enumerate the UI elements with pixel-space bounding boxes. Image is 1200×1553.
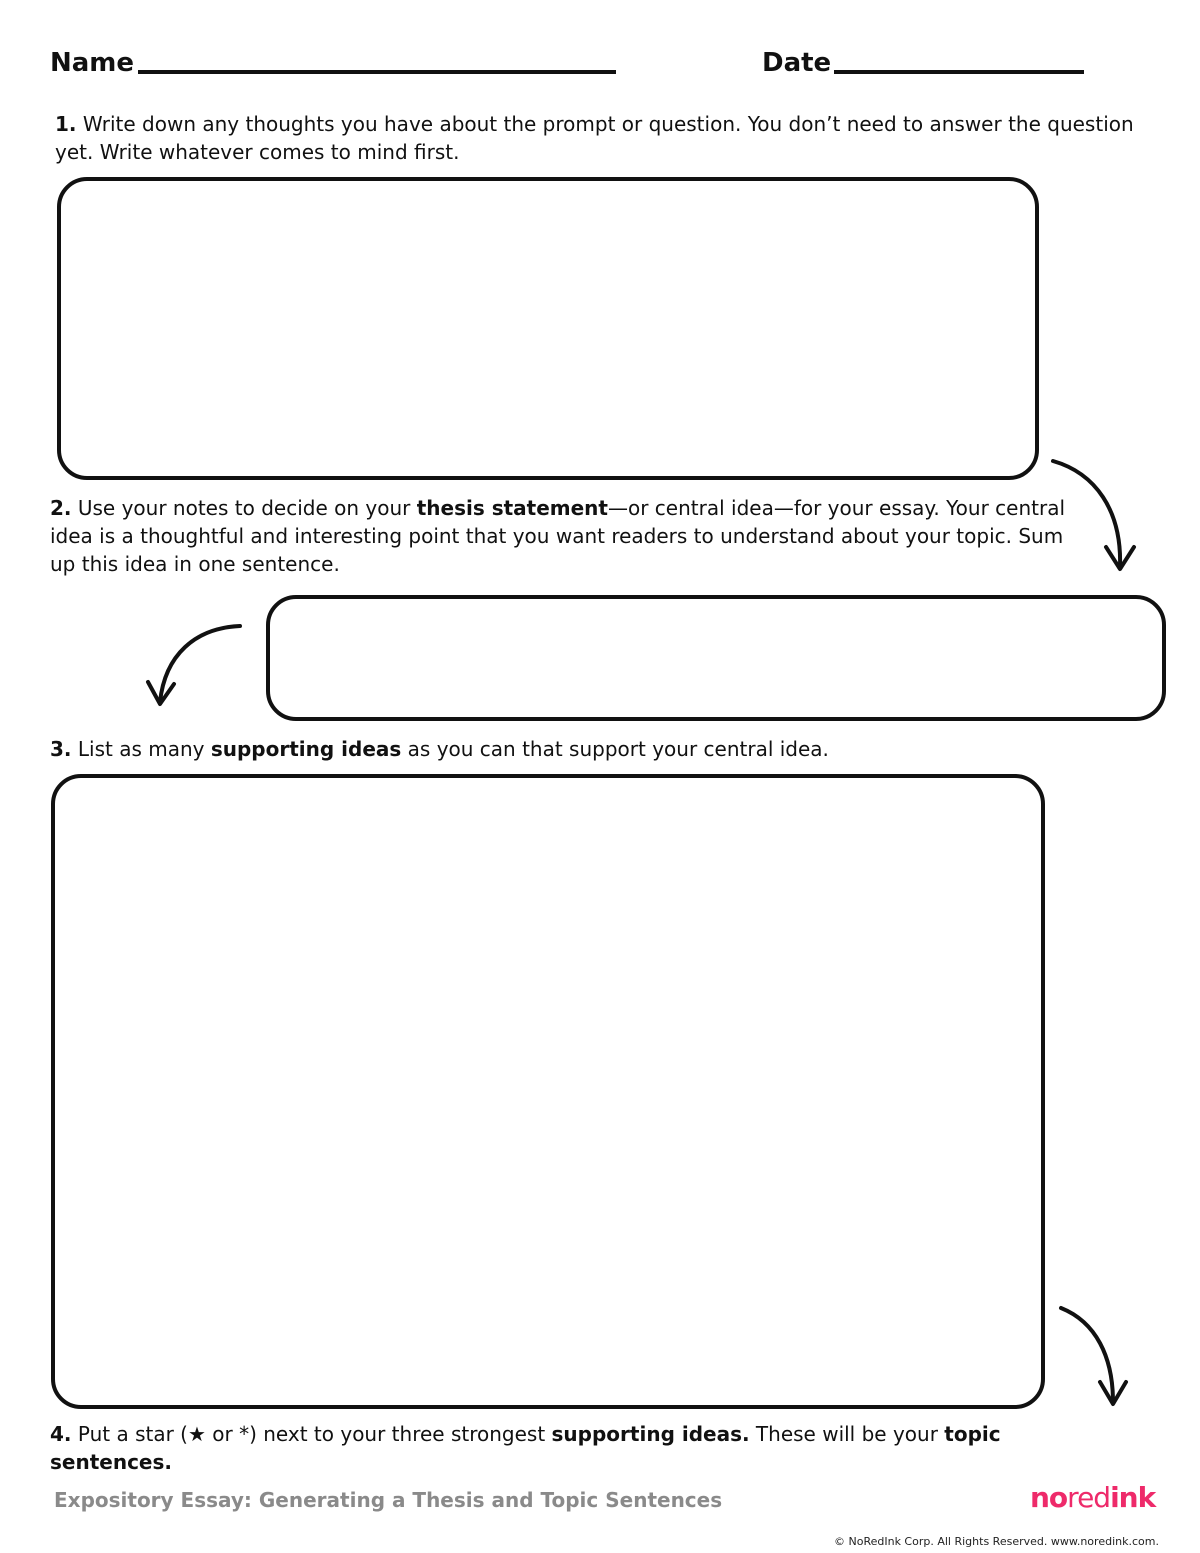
step2-text-a: Use your notes to decide on your — [77, 496, 417, 520]
thesis-box[interactable] — [266, 595, 1166, 721]
logo-part-ink: ink — [1110, 1481, 1156, 1514]
step2-number: 2. — [50, 496, 72, 520]
step4-bold-supporting: supporting ideas. — [551, 1422, 750, 1446]
step3-number: 3. — [50, 737, 72, 761]
step1-text: Write down any thoughts you have about the prompt or question. You don’t need to answer the question yet. Write whatever comes to mind first. — [55, 112, 1134, 164]
step3-text-b: as you can that support your central idea. — [401, 737, 829, 761]
step1-number: 1. — [55, 112, 77, 136]
date-label: Date — [762, 48, 832, 78]
step4-text-a: Put a star ( — [77, 1422, 188, 1446]
date-field[interactable] — [834, 70, 1084, 74]
logo-part-red: red — [1067, 1481, 1111, 1514]
step2-prompt — [50, 494, 1090, 578]
step2-text-b: —or central idea—for your essay. Your central idea is a thoughtful and interesting point that you want readers to understand about your topic. Sum up this idea in one sentence. — [50, 496, 1066, 576]
step4-text-c: These will be your — [749, 1422, 945, 1446]
curved-arrow-icon — [1058, 1302, 1138, 1412]
step3-bold-supporting: supporting ideas — [210, 737, 402, 761]
step3-text-a: List as many — [77, 737, 211, 761]
logo-part-no: no — [1030, 1481, 1068, 1514]
step4-prompt — [50, 1420, 1090, 1476]
curved-arrow-icon — [140, 620, 250, 715]
step4-bold-topic: topic sentences. — [50, 1422, 1001, 1474]
step3-prompt — [50, 735, 1150, 763]
worksheet-title: Expository Essay: Generating a Thesis and Topic Sentences — [54, 1488, 723, 1512]
star-icon: ★ — [187, 1422, 206, 1446]
step4-number: 4. — [50, 1422, 72, 1446]
step4-text-b: or *) next to your three strongest — [205, 1422, 552, 1446]
name-field[interactable] — [138, 70, 616, 74]
step1-prompt — [55, 110, 1165, 166]
supporting-ideas-box[interactable] — [51, 774, 1045, 1409]
name-label: Name — [50, 48, 135, 78]
noredink-logo — [1030, 1481, 1155, 1514]
step2-bold-thesis: thesis statement — [416, 496, 608, 520]
copyright-notice: © NoRedInk Corp. All Rights Reserved. www.noredink.com. — [834, 1535, 1159, 1548]
thoughts-box[interactable] — [57, 177, 1039, 480]
